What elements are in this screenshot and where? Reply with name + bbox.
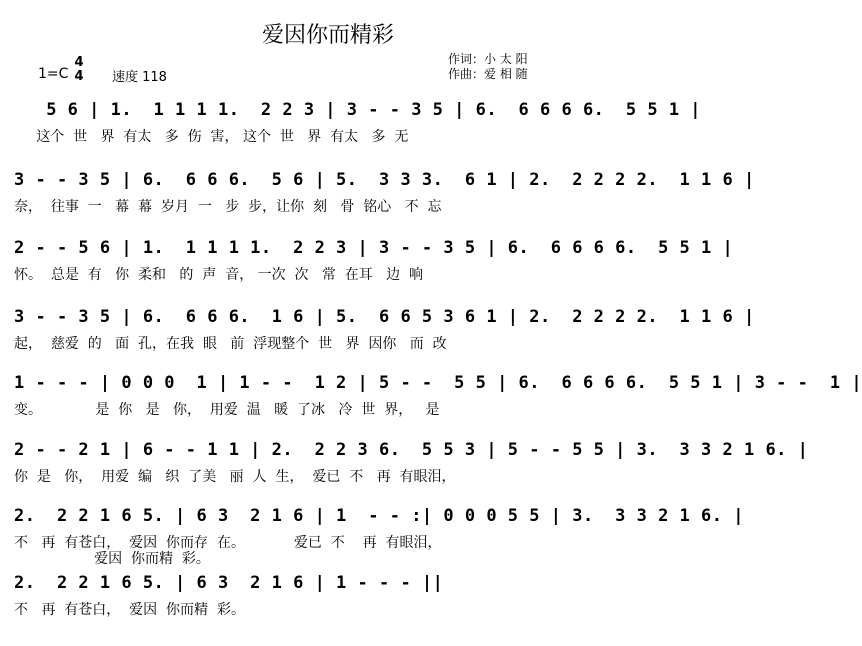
lyrics-line: 怀。 总是 有 你 柔和 的 声 音， 一次 次 常 在耳 边 响 [14,267,424,283]
lyrics-line: 你 是 你， 用爱 编 织 了美 丽 人 生， 爱已 不 再 有眼泪， [14,469,456,485]
lyrics-line: 这个 世 界 有太 多 伤 害， 这个 世 界 有太 多 无 [14,129,409,145]
song-title: 爱因你而精彩 [261,23,394,48]
notation-line: 2. 2 2 1 6 5. | 6 3 2 1 6 | 1 - - :| 0 0 0 5 5 | 3. 3 3 2 1 6. | [14,506,744,526]
credits [448,52,528,82]
notation-line: 2 - - 2 1 | 6 - - 1 1 | 2. 2 2 3 6. 5 5 3 | 5 - - 5 5 | 3. 3 3 2 1 6. | [14,440,809,460]
lyrics-line: 起， 慈爱 的 面 孔，在我 眼 前 浮现整个 世 界 因你 而 改 [14,336,447,352]
notation-line: 2. 2 2 1 6 5. | 6 3 2 1 6 | 1 - - - || [14,573,444,593]
time-signature-bottom: 4 [74,69,84,84]
time-signature-top: 4 [74,55,84,70]
lyrics-line: 奈， 往事 一 幕 幕 岁月 一 步 步，让你 刻 骨 铭心 不 忘 [14,199,442,215]
notation-line: 2 - - 5 6 | 1. 1 1 1 1. 2 2 3 | 3 - - 3 5 | 6. 6 6 6 6. 5 5 1 | [14,238,734,258]
lyrics-line: 变。 是 你 是 你， 用爱 温 暖 了冰 冷 世 界， 是 [14,402,440,418]
tempo-marking: 速度 118 [112,70,167,85]
key-signature: 1=C [38,66,69,82]
notation-line: 3 - - 3 5 | 6. 6 6 6. 1 6 | 5. 6 6 5 3 6 1 | 2. 2 2 2 2. 1 1 6 | [14,307,755,327]
notation-line: 1 - - - | 0 0 0 1 | 1 - - 1 2 | 5 - - 5 5 | 6. 6 6 6 6. 5 5 1 | 3 - - 1 | [14,373,862,393]
notation-line: 3 - - 3 5 | 6. 6 6 6. 5 6 | 5. 3 3 3. 6 1 | 2. 2 2 2 2. 1 1 6 | [14,170,755,190]
lyrics-line: 不 再 有苍白， 爱因 你而精 彩。 [14,602,245,618]
composer-credit: 作曲：爱 相 随 [448,67,528,81]
lyrics-line-second-verse: 爱因 你而精 彩。 [14,551,210,567]
lyricist-credit: 作词：小 太 阳 [448,52,528,66]
notation-line: 5 6 | 1. 1 1 1 1. 2 2 3 | 3 - - 3 5 | 6. 6 6 6 6. 5 5 1 | [14,100,702,120]
lyrics-line: 不 再 有苍白， 爱因 你而存 在。 爱已 不 再 有眼泪， [14,535,442,551]
time-signature [74,56,84,84]
